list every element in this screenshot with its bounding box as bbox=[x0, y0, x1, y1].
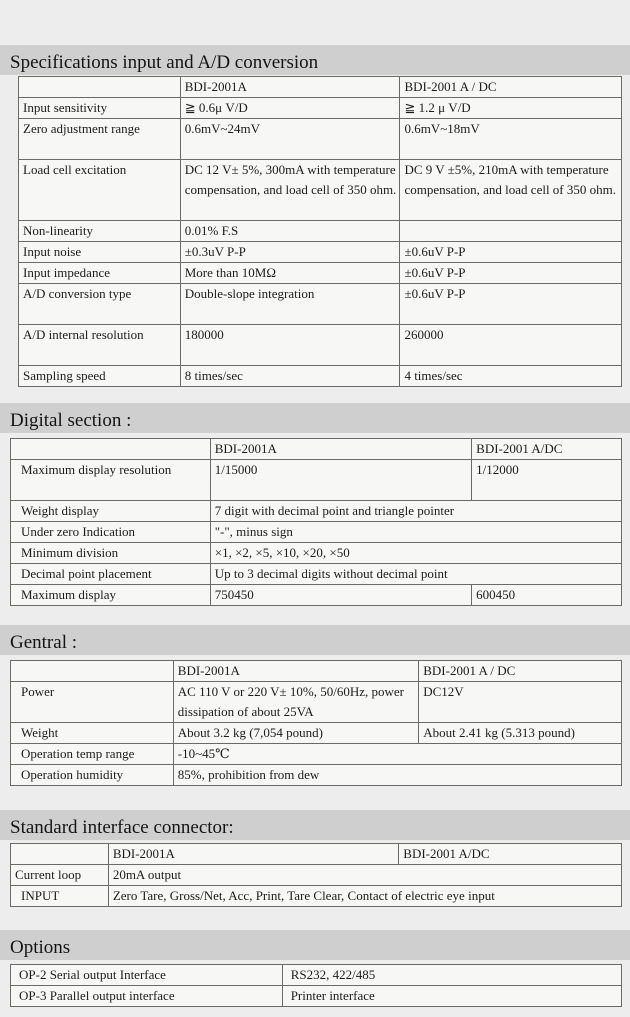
header-cell: BDI-2001A bbox=[108, 844, 398, 865]
cell-value: About 2.41 kg (5.313 pound) bbox=[419, 723, 622, 744]
cell-value: RS232, 422/485 bbox=[282, 965, 621, 986]
row-label: Under zero Indication bbox=[11, 522, 211, 543]
row-label: Weight bbox=[11, 723, 174, 744]
table-row bbox=[11, 765, 622, 786]
table-row bbox=[19, 160, 622, 221]
table-row bbox=[11, 865, 622, 886]
cell-value: ≧ 1.2 μ V/D bbox=[400, 98, 622, 119]
section-title-general: Gentral : bbox=[0, 625, 630, 655]
header-cell: BDI-2001 A/DC bbox=[399, 844, 622, 865]
row-label: OP-2 Serial output Interface bbox=[11, 965, 283, 986]
row-label: Operation temp range bbox=[11, 744, 174, 765]
cell-value: ±0.6uV P-P bbox=[400, 284, 622, 325]
cell-value: More than 10MΩ bbox=[180, 263, 400, 284]
table-row bbox=[19, 98, 622, 119]
interface-table bbox=[10, 843, 622, 907]
cell-value: ±0.6uV P-P bbox=[400, 242, 622, 263]
table-row bbox=[11, 564, 622, 585]
cell-value: 0.01% F.S bbox=[180, 221, 400, 242]
table-row bbox=[19, 221, 622, 242]
cell-value: 8 times/sec bbox=[180, 366, 400, 387]
cell-value: DC 12 V± 5%, 300mA with temperature compensation, and load cell of 350 ohm. bbox=[180, 160, 400, 221]
cell-value: Double-slope integration bbox=[180, 284, 400, 325]
cell-value: Zero Tare, Gross/Net, Acc, Print, Tare Clear, Contact of electric eye input bbox=[108, 886, 621, 907]
cell-value: ±0.6uV P-P bbox=[400, 263, 622, 284]
table-header-row bbox=[11, 661, 622, 682]
table-row bbox=[11, 460, 622, 501]
row-label: Sampling speed bbox=[19, 366, 181, 387]
cell-value: ×1, ×2, ×5, ×10, ×20, ×50 bbox=[210, 543, 621, 564]
row-label: Input impedance bbox=[19, 263, 181, 284]
row-label: Input noise bbox=[19, 242, 181, 263]
cell-value: "-", minus sign bbox=[210, 522, 621, 543]
cell-value: ≧ 0.6μ V/D bbox=[180, 98, 400, 119]
header-cell bbox=[19, 77, 181, 98]
table-row bbox=[19, 119, 622, 160]
row-label: Operation humidity bbox=[11, 765, 174, 786]
row-label: Maximum display resolution bbox=[11, 460, 211, 501]
header-cell: BDI-2001A bbox=[180, 77, 400, 98]
cell-value: 600450 bbox=[472, 585, 622, 606]
section-title-spec-input: Specifications input and A/D conversion bbox=[0, 45, 630, 75]
table-row bbox=[11, 886, 622, 907]
cell-value: Printer interface bbox=[282, 986, 621, 1007]
row-label: OP-3 Parallel output interface bbox=[11, 986, 283, 1007]
header-cell: BDI-2001A bbox=[173, 661, 418, 682]
general-table bbox=[10, 660, 622, 786]
cell-value: 750450 bbox=[210, 585, 471, 606]
cell-value: 7 digit with decimal point and triangle pointer bbox=[210, 501, 621, 522]
row-label: INPUT bbox=[11, 886, 109, 907]
row-label: Minimum division bbox=[11, 543, 211, 564]
cell-value: AC 110 V or 220 V± 10%, 50/60Hz, power dissipation of about 25VA bbox=[173, 682, 418, 723]
row-label: Load cell excitation bbox=[19, 160, 181, 221]
table-row bbox=[11, 682, 622, 723]
row-label: Decimal point placement bbox=[11, 564, 211, 585]
header-cell bbox=[11, 439, 211, 460]
cell-value: 1/12000 bbox=[472, 460, 622, 501]
cell-value: 85%, prohibition from dew bbox=[173, 765, 621, 786]
header-cell: BDI-2001 A / DC bbox=[419, 661, 622, 682]
row-label: Power bbox=[11, 682, 174, 723]
table-row bbox=[11, 965, 622, 986]
cell-value: DC12V bbox=[419, 682, 622, 723]
row-label: Current loop bbox=[11, 865, 109, 886]
cell-value: About 3.2 kg (7,054 pound) bbox=[173, 723, 418, 744]
row-label: Input sensitivity bbox=[19, 98, 181, 119]
section-title-options: Options bbox=[0, 930, 630, 960]
cell-value: 20mA output bbox=[108, 865, 621, 886]
digital-table bbox=[10, 438, 622, 606]
table-row bbox=[19, 263, 622, 284]
cell-value: ±0.3uV P-P bbox=[180, 242, 400, 263]
table-row bbox=[19, 242, 622, 263]
cell-value: 180000 bbox=[180, 325, 400, 366]
row-label: Maximum display bbox=[11, 585, 211, 606]
table-row bbox=[11, 744, 622, 765]
header-cell bbox=[11, 844, 109, 865]
cell-value: DC 9 V ±5%, 210mA with temperature compensation, and load cell of 350 ohm. bbox=[400, 160, 622, 221]
section-title-interface: Standard interface connector: bbox=[0, 810, 630, 840]
table-row bbox=[19, 325, 622, 366]
row-label: Non-linearity bbox=[19, 221, 181, 242]
table-row bbox=[11, 585, 622, 606]
cell-value: -10~45℃ bbox=[173, 744, 621, 765]
cell-value: 0.6mV~24mV bbox=[180, 119, 400, 160]
cell-value: Up to 3 decimal digits without decimal point bbox=[210, 564, 621, 585]
row-label: A/D internal resolution bbox=[19, 325, 181, 366]
cell-value: 0.6mV~18mV bbox=[400, 119, 622, 160]
row-label: Weight display bbox=[11, 501, 211, 522]
table-header-row bbox=[11, 844, 622, 865]
row-label: Zero adjustment range bbox=[19, 119, 181, 160]
table-row bbox=[19, 366, 622, 387]
table-row bbox=[11, 986, 622, 1007]
table-row bbox=[19, 284, 622, 325]
table-row bbox=[11, 522, 622, 543]
section-title-digital: Digital section : bbox=[0, 403, 630, 433]
header-cell: BDI-2001 A/DC bbox=[472, 439, 622, 460]
table-row bbox=[11, 723, 622, 744]
header-cell: BDI-2001 A / DC bbox=[400, 77, 622, 98]
cell-value: 260000 bbox=[400, 325, 622, 366]
table-row bbox=[11, 543, 622, 564]
header-cell: BDI-2001A bbox=[210, 439, 471, 460]
cell-value bbox=[400, 221, 622, 242]
options-table bbox=[10, 964, 622, 1007]
spec-input-table bbox=[18, 76, 622, 387]
table-header-row bbox=[19, 77, 622, 98]
table-header-row bbox=[11, 439, 622, 460]
header-cell bbox=[11, 661, 174, 682]
cell-value: 1/15000 bbox=[210, 460, 471, 501]
cell-value: 4 times/sec bbox=[400, 366, 622, 387]
table-row bbox=[11, 501, 622, 522]
row-label: A/D conversion type bbox=[19, 284, 181, 325]
